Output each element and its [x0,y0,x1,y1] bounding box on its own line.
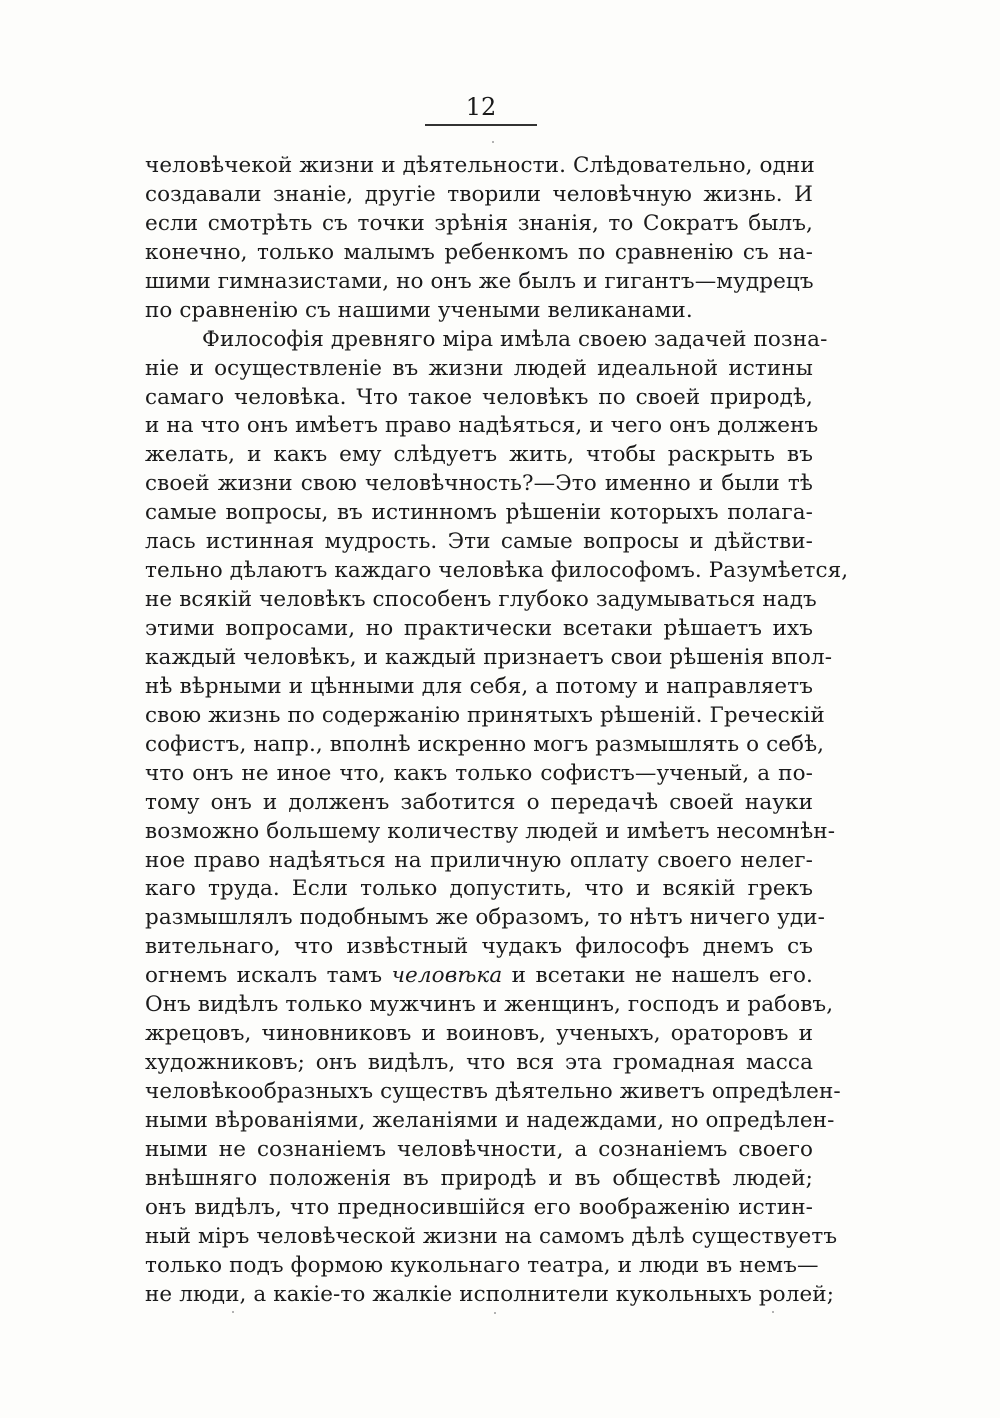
text-line: свою жизнь по содержанію принятыхъ рѣшеній. Греческій [145,702,825,728]
text-line: возможно большему количеству людей и имѣетъ несомнѣн- [145,818,836,844]
scan-speck [232,1311,234,1313]
text-line: внѣшняго положенія въ природѣ и въ обществѣ людей; [145,1165,813,1191]
text-line [145,962,813,991]
text-line: и на что онъ имѣетъ право надѣяться, и чего онъ долженъ [145,413,819,439]
text-line: только подъ формою кукольнаго театра, и люди въ немъ— [145,1252,819,1278]
text-line: человѣкообразныхъ существъ дѣятельно живетъ опредѣлен- [145,1079,841,1104]
text-line: не всякій человѣкъ способенъ глубоко задумываться надъ [145,587,817,613]
scan-speck [772,1311,774,1313]
text-line: создавали знаніе, другіе творили человѣчную жизнь. И [145,181,813,207]
text-line: каждый человѣкъ, и каждый признаетъ свои рѣшенія впол- [145,644,833,670]
text-segment: огнемъ искалъ тамъ [145,963,392,989]
page-number-rule [425,124,537,126]
text-line: ными вѣрованіями, желаніями и надеждами, но опредѣлен- [145,1107,835,1133]
text-line: если смотрѣть съ точки зрѣнія знанія, то Сократъ былъ, [145,210,813,236]
text-line: нѣ вѣрными и цѣнными для себя, а потому и направляетъ [145,673,813,699]
text-line: желать, и какъ ему слѣдуетъ жить, чтобы раскрыть въ [145,442,813,468]
text-segment: и всетаки не нашелъ его. [502,963,813,989]
text-line: самаго человѣка. Что такое человѣкъ по своей природѣ, [145,384,813,410]
text-line: по сравненію съ нашими учеными великанами. [145,297,693,323]
text-line: каго труда. Если только допустить, что и всякій грекъ [145,876,813,902]
text-line: этими вопросами, но практически всетаки рѣшаетъ ихъ [145,616,813,641]
text-line: размышлялъ подобнымъ же образомъ, то нѣтъ ничего уди- [145,905,825,931]
text-line: жрецовъ, чиновниковъ и воиновъ, ученыхъ, ораторовъ и [145,1021,813,1047]
text-line: конечно, только малымъ ребенкомъ по сравненію съ на- [145,239,813,265]
text-line: Философія древняго міра имѣла своею задачей позна- [202,326,828,352]
text-line: своей жизни свою человѣчность?—Это именно и были тѣ [145,471,813,497]
text-line: ными не сознаніемъ человѣчности, а сознаніемъ своего [145,1136,813,1162]
text-line: не люди, а какіе-то жалкіе исполнители кукольныхъ ролей; [145,1281,835,1307]
body-text [145,152,849,1310]
emphasized-word: человѣка [391,963,503,989]
text-line: ніе и осуществленіе въ жизни людей идеальной истины [145,355,813,381]
text-line: ный міръ человѣческой жизни на самомъ дѣлѣ существуетъ [145,1223,838,1249]
text-line: ное право надѣяться на приличную оплату своего нелег- [145,847,813,873]
text-line: вительнаго, что извѣстный чудакъ философъ днемъ съ [145,934,813,960]
scan-speck [492,141,494,143]
text-line: онъ видѣлъ, что предносившійся его воображенію истин- [145,1194,813,1220]
text-line: лась истинная мудрость. Эти самые вопросы и дѣйстви- [145,529,813,555]
text-line: человѣчекой жизни и дѣятельности. Слѣдовательно, одни [145,153,815,178]
text-line: художниковъ; онъ видѣлъ, что вся эта громадная масса [145,1050,813,1076]
text-line: софистъ, напр., вполнѣ искренно могъ размышлять о себѣ, [145,731,825,757]
page-number: 12 [465,93,497,121]
text-line: шими гимназистами, но онъ же былъ и гигантъ—мудрецъ [145,268,814,294]
text-line: что онъ не иное что, какъ только софистъ—ученый, а по- [145,760,813,786]
scan-speck [494,1312,496,1314]
text-line: тому онъ и долженъ заботится о передачѣ своей науки [145,789,813,815]
text-line: Онъ видѣлъ только мужчинъ и женщинъ, господъ и рабовъ, [145,992,834,1018]
text-line: тельно дѣлаютъ каждаго человѣка философомъ. Разумѣется, [145,558,849,584]
text-line: самые вопросы, въ истинномъ рѣшеніи которыхъ полага- [145,500,813,526]
